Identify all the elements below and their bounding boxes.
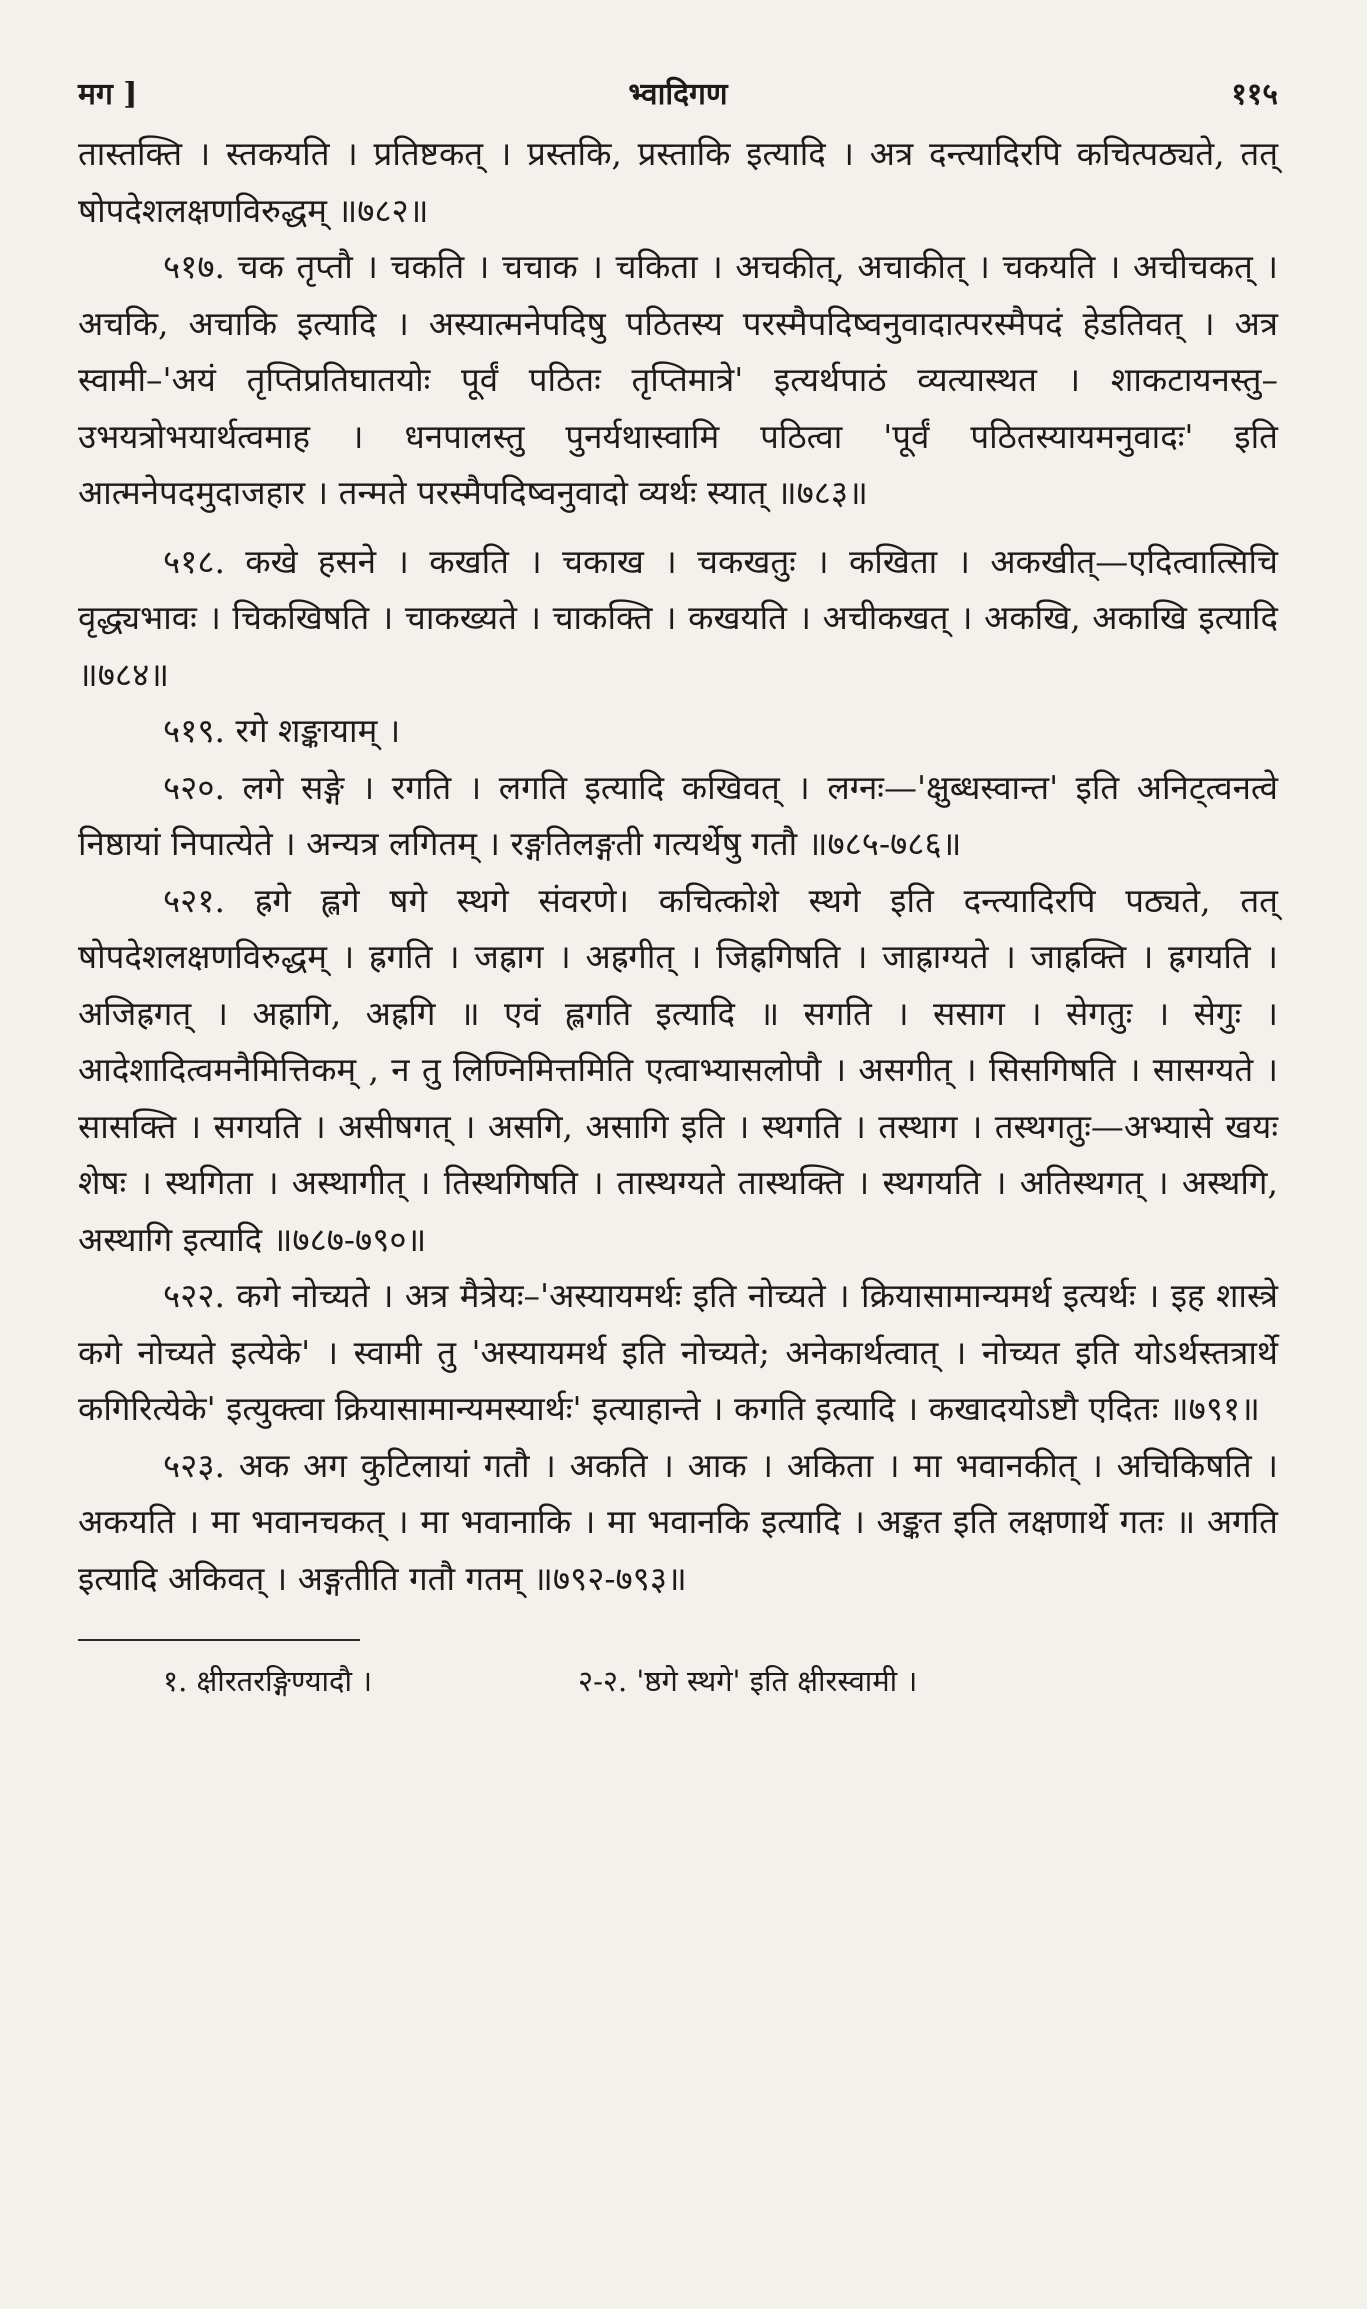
running-title: भ्वादिगण [628,77,728,112]
header-left: मग ] [78,77,138,112]
footnote-2: २-२. 'ष्ठगे स्थगे' इति क्षीरस्वामी । [578,1664,918,1698]
paragraph-521: ५२१. ह्रगे ह्लगे षगे स्थगे संवरणे। कचित्कोशे स्थगे इति दन्त्यादिरपि पठ्यते, तत् षोपदेशलक्षणविरुद्धम् । ह्रगति । जह्राग । अह्रगीत् । जिह्रगिषति । जाह्राग्यते । जाह्रक्ति । ह्रगयति । अजिह्रगत् । अह्रागि, अह्रगि ॥ एवं ह्लगति इत्यादि ॥ सगति । ससाग । सेगतुः । सेगुः । आदेशादित्वमनैमित्तिकम् , न तु लिण्निमित्तमिति एत्वाभ्यासलोपौ । असगीत् । सिसगिषति । सासग्यते । सासक्ति । सगयति । असीषगत् । असगि, असागि इति । स्थगति । तस्थाग । तस्थगतुः—अभ्यासे खयः शेषः । स्थगिता । अस्थागीत् । तिस्थगिषति । तास्थग्यते तास्थक्ति । स्थगयति । अतिस्थगत् । अस्थगि, अस्थागि इत्यादि ॥७८७-७९०॥ [78,880,1278,1259]
paragraph-518: ५१८. कखे हसने । कखति । चकाख । चकखतुः । कखिता । अकखीत्—एदित्वात्सिचि वृद्ध्यभावः । चिकखिषति । चाकख्यते । चाकक्ति । कखयति । अचीकखत् । अकखि, अकाखि इत्यादि ॥७८४॥ [78,541,1278,694]
page-number: ११५ [1231,77,1278,112]
paragraph-522: ५२२. कगे नोच्यते । अत्र मैत्रेयः–'अस्यायमर्थः इति नोच्यते । क्रियासामान्यमर्थ इत्यर्थः । इह शास्त्रे कगे नोच्यते इत्येके' । स्वामी तु 'अस्यायमर्थ इति नोच्यते; अनेकार्थत्वात् । नोच्यत इति योऽर्थस्तत्रार्थे कगिरित्येके' इत्युक्त्वा क्रियासामान्यमस्यार्थः' इत्याहान्ते । कगति इत्यादि । कखादयोऽष्टौ एदितः ॥७९१॥ [78,1276,1278,1428]
paragraph-continuation: तास्तक्ति । स्तकयति । प्रतिष्टकत् । प्रस्तकि, प्रस्ताकि इत्यादि । अत्र दन्त्यादिरपि कचित्पठ्यते, तत् षोपदेशलक्षणविरुद्धम् ॥७८२॥ [78,134,1278,230]
footnote-1: १. क्षीरतरङ्गिण्यादौ । [163,1664,373,1698]
footnote-divider [78,1639,360,1641]
paragraph-520: ५२०. लगे सङ्गे । रगति । लगति इत्यादि कखिवत् । लग्नः—'क्षुब्धस्वान्त' इति अनिट्त्वनत्वे निष्ठायां निपात्येते । अन्यत्र लगितम् । रङ्गतिलङ्गती गत्यर्थेषु गतौ ॥७८५-७८६॥ [78,767,1278,863]
paragraph-519: ५१९. रगे शङ्कायाम् । [163,711,401,750]
book-page [78,66,1278,1721]
footnotes [78,1661,1278,1721]
paragraph-517: ५१७. चक तृप्तौ । चकति । चचाक । चकिता । अचकीत्, अचाकीत् । चकयति । अचीचकत् । अचकि, अचाकि इत्यादि । अस्यात्मनेपदिषु पठितस्य परस्मैपदिष्वनुवादात्परस्मैपदं हेडतिवत् । अत्र स्वामी–'अयं तृप्तिप्रतिघातयोः पूर्वं पठितः तृप्तिमात्रे' इत्यर्थपाठं व्यत्यास्थत । शाकटायनस्तु–उभयत्रोभयार्थत्वमाह । धनपालस्तु पुनर्यथास्वामि पठित्वा 'पूर्वं पठितस्यायमनुवादः' इति आत्मनेपदमुदाजहार । तन्मते परस्मैपदिष्वनुवादो व्यर्थः स्यात् ॥७८३॥ [78,247,1278,512]
page-header [78,66,1278,126]
paragraph-523: ५२३. अक अग कुटिलायां गतौ । अकति । आक । अकिता । मा भवानकीत् । अचिकिषति । अकयति । मा भवानचकत् । मा भवानाकि । मा भवानकि इत्यादि । अङ्कत इति लक्षणार्थे गतः ॥ अगति इत्यादि अकिवत् । अङ्गतीति गतौ गतम् ॥७९२-७९३॥ [78,1445,1278,1598]
